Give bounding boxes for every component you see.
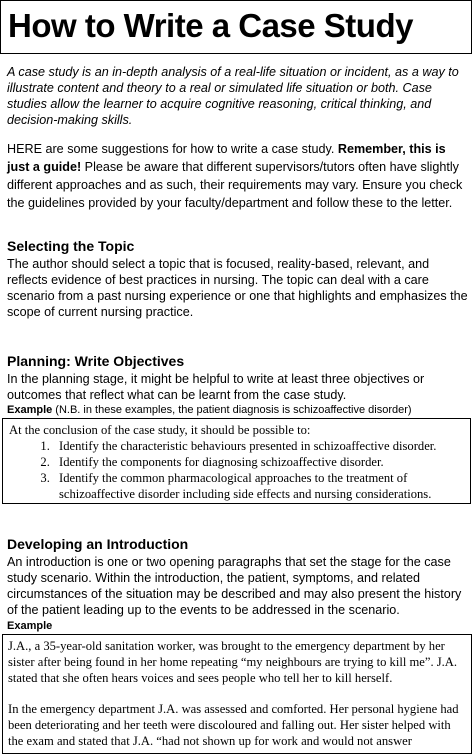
suggestions-text-start: HERE are some suggestions for how to write a case study. (7, 142, 338, 156)
objectives-list (9, 438, 464, 502)
selecting-topic-body: The author should select a topic that is focused, reality-based, relevant, and reflects evidence of best practices in nursing. The topic can deal with a care scenario from a past nursing experience or one that highlights and emphasizes the scope of current nursing practice. (7, 257, 468, 319)
suggestions-emphasis: Remember, this is just a guide! (7, 142, 446, 174)
planning-example-word: Example (7, 404, 53, 416)
objective-item: 1. Identify the characteristic behaviours presented in schizoaffective disorder. (53, 438, 464, 454)
objective-item: 3. Identify the common pharmacological approaches to the treatment of schizoaffective disorder including side effects and nursing considerations. (53, 470, 464, 502)
introduction-example-label (7, 619, 469, 633)
planning-body: In the planning stage, it might be helpful to write at least three objectives or outcomes that reflect what can be learnt from the case study. (7, 372, 425, 402)
introduction-example-p1: J.A., a 35-year-old sanitation worker, was brought to the emergency department by her sister after being found in her home repeating “my neighbours are trying to kill me”. J.A. stated that she often hears voices and sees people who tell her to kill herself. (8, 639, 458, 685)
suggestions-paragraph (7, 140, 469, 212)
introduction-example-p2: In the emergency department J.A. was assessed and comforted. Her personal hygiene had been deteriorating and her teeth were discoloured and falling out. Her sister helped with the exam and stated that J.A. “had not shown up for work and would not answer (8, 702, 459, 748)
introduction-body: An introduction is one or two opening paragraphs that set the stage for the case study scenario. Within the introduction, the patient, symptoms, and related circumstances of the situation may be described and may also present the history of the patient leading up to the events to be addressed in the scenario. (7, 555, 462, 617)
planning-example-label (7, 403, 469, 417)
page-title: How to Write a Case Study (8, 7, 413, 44)
planning-heading: Planning: Write Objectives (7, 353, 185, 369)
selecting-topic-heading: Selecting the Topic (7, 238, 135, 254)
introduction-heading: Developing an Introduction (7, 536, 189, 552)
introduction-example-box (2, 634, 472, 754)
title-box (0, 0, 472, 54)
suggestions-text-end: Please be aware that different supervisors/tutors often have slightly different approaches and as such, their requirements may vary. Ensure you check the guidelines provided by your faculty/department and follow these to the letter. (7, 160, 463, 210)
objectives-box-intro: At the conclusion of the case study, it should be possible to: (9, 423, 311, 437)
objectives-example-box (2, 418, 471, 504)
planning-example-note: (N.B. in these examples, the patient diagnosis is schizoaffective disorder) (52, 404, 412, 416)
objective-item: 2. Identify the components for diagnosing schizoaffective disorder. (53, 454, 464, 470)
introduction-example-word: Example (7, 620, 53, 632)
intro-paragraph: A case study is an in-depth analysis of a real-life situation or incident, as a way to illustrate content and theory to a real or simulated life situation or both. Case studies allow the learner to acquire cognitive reasoning, critical thinking, and decision-making skills. (7, 65, 459, 127)
